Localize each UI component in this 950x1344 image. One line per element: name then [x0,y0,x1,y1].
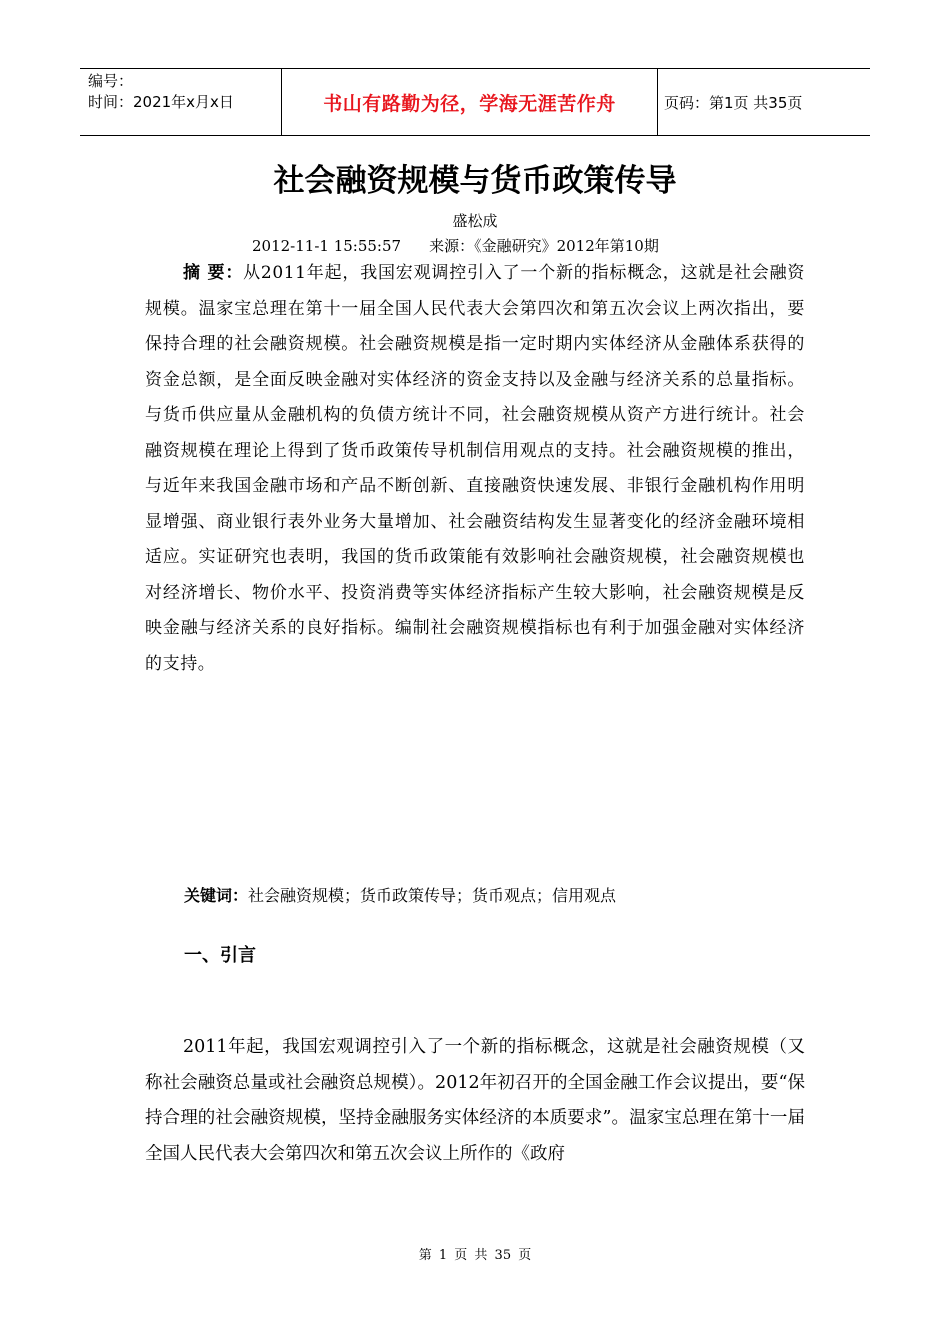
header-info-cell [80,69,282,135]
abstract-label: 摘 要： [183,263,244,283]
article-title: 社会融资规模与货币政策传导 [273,163,677,199]
article-author: 盛松成 [452,212,498,230]
body-paragraph: 2011年起，我国宏观调控引入了一个新的指标概念，这就是社会融资规模（又称社会融资总量或社会融资总规模）。2012年初召开的全国金融工作会议提出，要“保持合理的社会融资规模，坚持金融服务实体经济的本质要求”。温家宝总理在第十一届全国人民代表大会第四次和第五次会议上所作的《政府 [145,1037,805,1164]
header-page-info: 页码：第1页 共35页 [664,93,803,112]
document-date-label: 时间：2021年x月x日 [88,93,234,111]
abstract [145,256,805,682]
header-motto: 书山有路勤为径，学海无涯苦作舟 [282,69,658,135]
abstract-text: 从2011年起，我国宏观调控引入了一个新的指标概念，这就是社会融资规模。温家宝总理在第十一届全国人民代表大会第四次和第五次会议上两次指出，要保持合理的社会融资规模。社会融资规模是指一定时期内实体经济从金融体系获得的资金总额，是全面反映金融对实体经济的资金支持以及金融与经济关系的总量指标。与货币供应量从金融机构的负债方统计不同，社会融资规模从资产方进行统计。社会融资规模在理论上得到了货币政策传导机制信用观点的支持。社会融资规模的推出，与近年来我国金融市场和产品不断创新、直接融资快速发展、非银行金融机构作用明显增强、商业银行表外业务大量增加、社会融资结构发生显著变化的经济金融环境相适应。实证研究也表明，我国的货币政策能有效影响社会融资规模，社会融资规模也对经济增长、物价水平、投资消费等实体经济指标产生较大影响，社会融资规模是反映金融与经济关系的良好指标。编制社会融资规模指标也有利于加强金融对实体经济的支持。 [145,263,805,674]
article-source: 来源：《金融研究》2012年第10期 [429,237,659,255]
page-footer: 第 1 页 共 35 页 [418,1248,532,1263]
article-meta [252,236,659,256]
document-number-label: 编号： [88,72,134,90]
keywords-label: 关键词： [184,886,249,905]
section-heading: 一、引言 [184,945,256,966]
keywords-text: 社会融资规模；货币政策传导；货币观点；信用观点 [248,886,617,905]
document-header [80,68,870,136]
article-datetime: 2012-11-1 15:55:57 [252,237,402,255]
keywords [184,884,616,908]
